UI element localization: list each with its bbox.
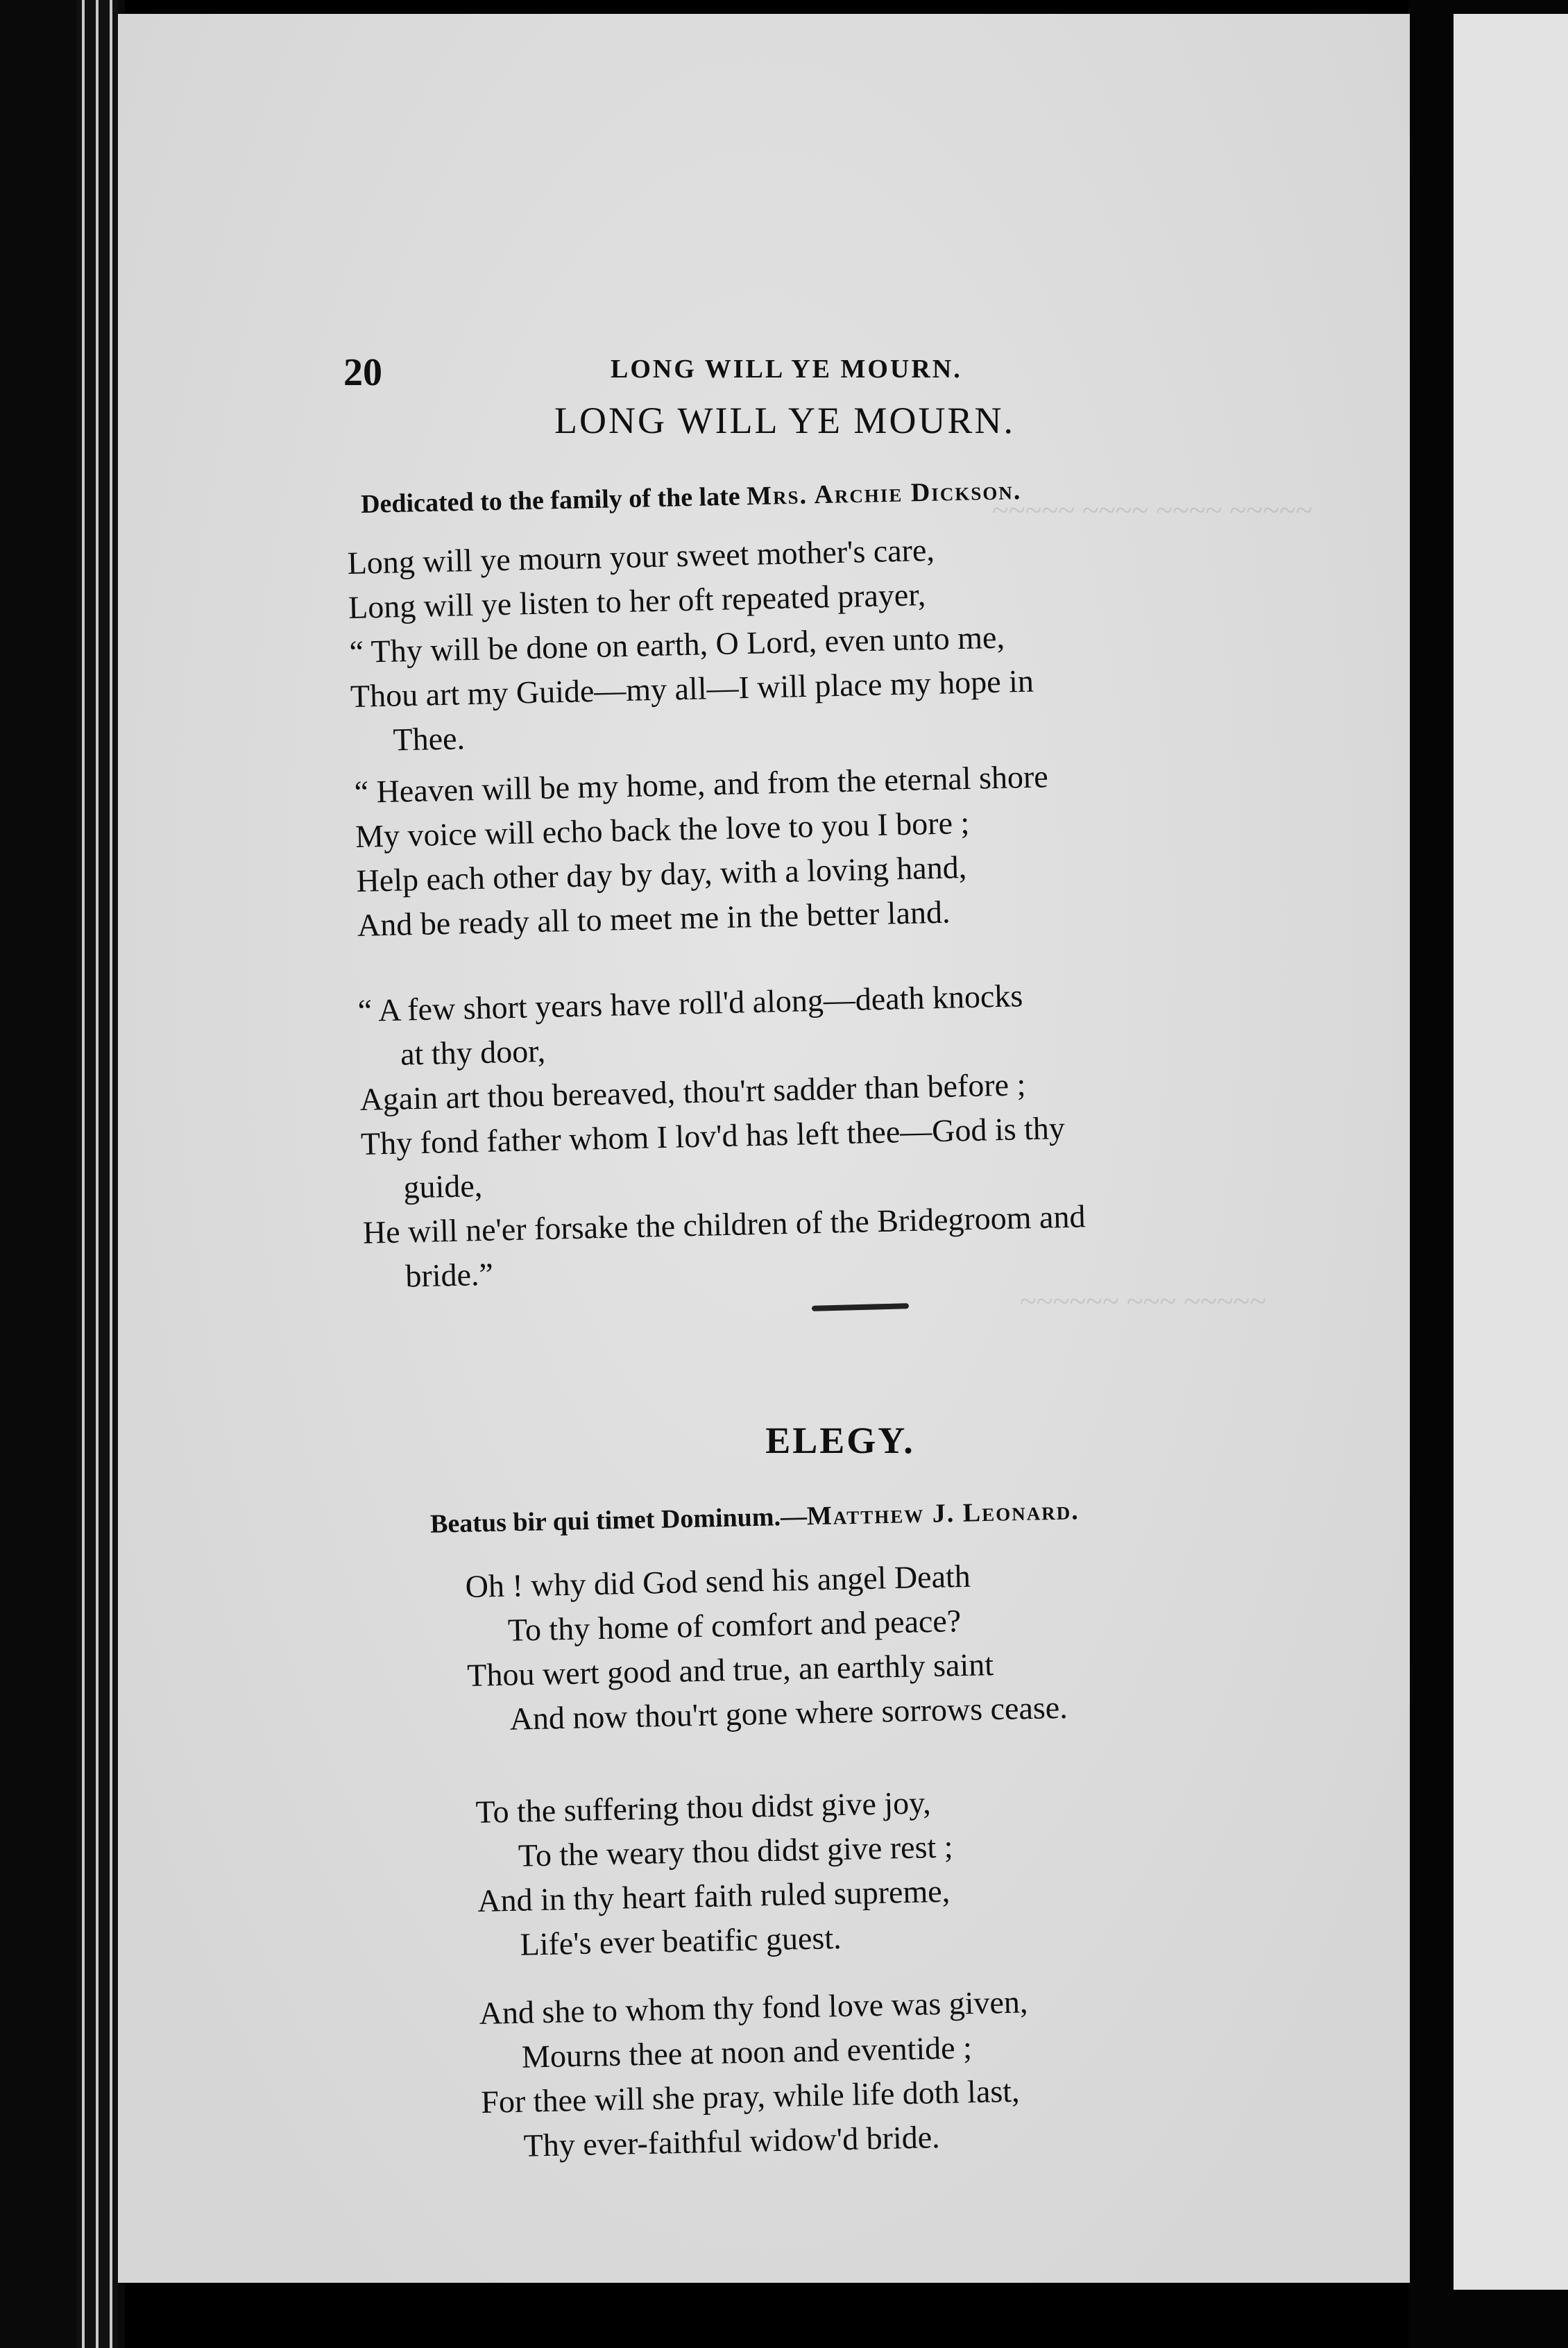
verse-line: To thy home of comfort and peace? [507, 1603, 962, 1648]
verse-line: To the suffering thou didst give joy, [475, 1785, 932, 1830]
stanza [479, 1980, 1031, 2169]
verse-line: Long will ye mourn your sweet mother's care, [347, 531, 935, 581]
poem-title: LONG WILL YE MOURN. [554, 400, 1015, 441]
stanza [475, 1780, 955, 1968]
verse-line: For thee will she pray, while life doth last, [480, 2073, 1021, 2120]
epigraph-author: Matthew J. Leonard. [806, 1496, 1080, 1531]
running-head: LONG WILL YE MOURN. [611, 355, 962, 384]
book-page [118, 14, 1410, 2283]
verse-line: And now thou'rt gone where sorrows cease. [509, 1689, 1068, 1737]
verse-line: And in thy heart faith ruled supreme, [477, 1873, 951, 1919]
verse-line: “ Heaven will be my home, and from the eternal shore [354, 758, 1049, 810]
page-number: 20 [343, 351, 382, 394]
verse-line: at thy door, [400, 1032, 546, 1072]
verse-line: Mourns thee at noon and eventide ; [521, 2030, 973, 2075]
adjacent-page-edge [1454, 14, 1568, 2290]
verse-line: “ A few short years have roll'd along—death knocks [357, 978, 1023, 1028]
verse-line: And be ready all to meet me in the better land. [357, 894, 951, 943]
bleed-through-text: ~~~~~ ~~~~ ~~~~ ~~~~~ [992, 493, 1313, 527]
verse-line: Help each other day by day, with a loving hand, [356, 849, 967, 899]
verse-line: Thee. [392, 720, 466, 758]
verse-line: bride.” [404, 1256, 494, 1294]
verse-line: guide, [402, 1167, 483, 1205]
verse-line: And she to whom thy fond love was given, [479, 1984, 1028, 2031]
poem-title: ELEGY. [765, 1420, 915, 1461]
verse-line: He will ne'er forsake the children of the Bridegroom and [362, 1198, 1086, 1250]
verse-line: To the weary thou didst give rest ; [518, 1828, 953, 1873]
stanza [465, 1552, 1068, 1742]
verse-line: Thy fond father whom I lov'd has left thee—God is thy [360, 1109, 1066, 1162]
verse-line: “ Thy will be done on earth, O Lord, even unto me, [349, 619, 1005, 670]
verse-line: Thy ever-faithful widow'd bride. [523, 2119, 941, 2163]
verse-line: Thou wert good and true, an earthly saint [466, 1647, 994, 1693]
stanza [354, 754, 1052, 948]
dedication-name: Mrs. Archie Dickson. [746, 476, 1022, 511]
bleed-through-text: ~~~~~~ ~~~ ~~~~~ [1020, 1284, 1267, 1318]
binding-lines [76, 0, 118, 2348]
dedication-text: Dedicated to the family of the late [360, 482, 747, 519]
verse-line: Long will ye listen to her oft repeated prayer, [348, 577, 926, 625]
epigraph [430, 1495, 1080, 1540]
verse-line: Again art thou bereaved, thou'rt sadder than before ; [359, 1066, 1026, 1117]
verse-line: Life's ever beatific guest. [520, 1920, 842, 1962]
verse-line: My voice will echo back the love to you I bore ; [355, 804, 970, 854]
stanza [347, 526, 1035, 763]
stanza [357, 972, 1087, 1300]
verse-line: Oh ! why did God send his angel Death [465, 1558, 971, 1604]
epigraph-text: Beatus bir qui timet Dominum.— [429, 1501, 808, 1539]
verse-line: Thou art my Guide—my all—I will place my hope in [350, 663, 1034, 714]
dedication [361, 475, 1022, 520]
section-divider [812, 1303, 909, 1311]
